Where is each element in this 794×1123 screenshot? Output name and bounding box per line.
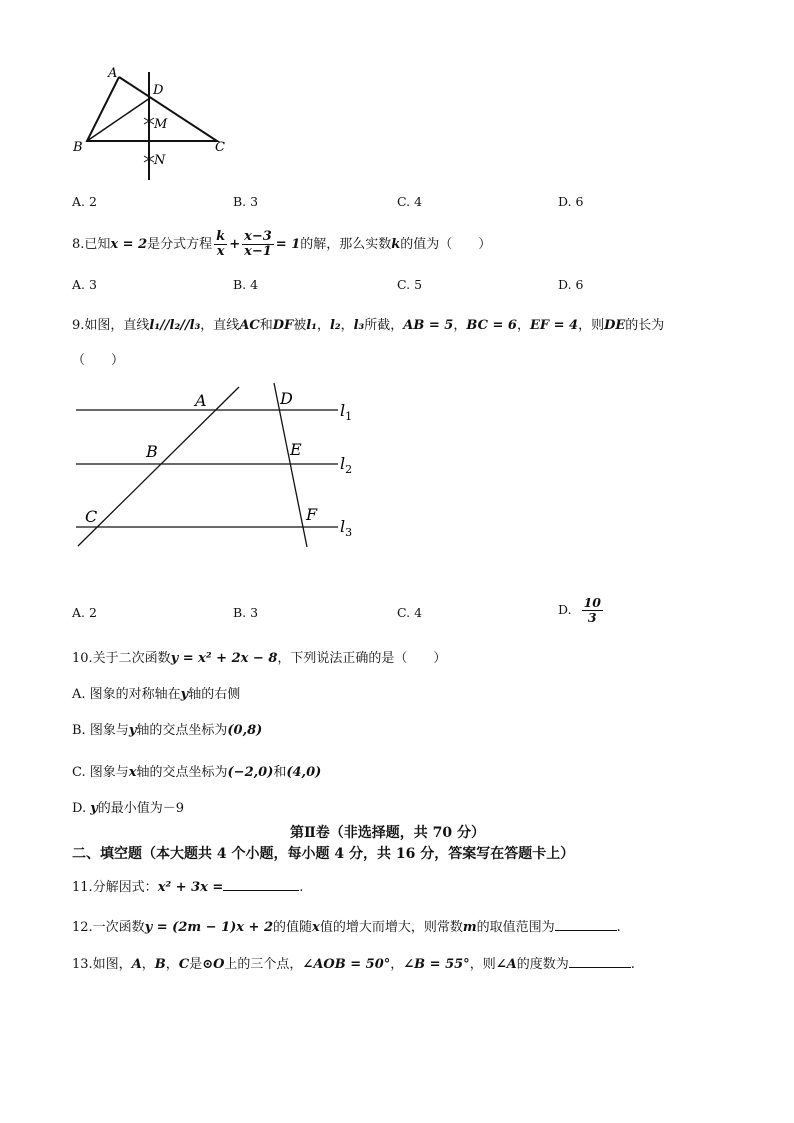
q9-optd-den: 3 — [587, 610, 597, 625]
q8-suffix2: 的值为（ ） — [400, 237, 492, 252]
q11-expression: x² + 3x = — [157, 880, 224, 895]
q8-option-a: A. 3 — [72, 277, 97, 292]
q8-fraction-1 — [214, 230, 227, 259]
line-ac — [78, 387, 239, 546]
q13-answer-blank[interactable] — [569, 955, 631, 968]
q9-question — [72, 314, 664, 333]
q9-l2: l₂ — [329, 318, 341, 333]
q9-text-5: 所截， — [364, 318, 404, 333]
q8-suffix: 的解，那么实数 — [300, 237, 392, 252]
q12-question — [72, 916, 621, 935]
q13-text-2: 是 — [189, 957, 203, 972]
q10-b-point: (0,8) — [227, 723, 263, 738]
q10-text-2: ，下列说法正确的是（ ） — [277, 651, 447, 666]
q7-triangle-figure — [70, 62, 240, 187]
q9-text-3: 和 — [259, 318, 273, 333]
q13-comma-2: ， — [165, 957, 179, 972]
label-f: F — [306, 505, 318, 524]
q9-line-ac: AC — [239, 318, 260, 333]
q13-point-b: B — [154, 957, 166, 972]
q12-text-3: 值的增大而增大，则常数 — [319, 920, 463, 935]
q12-end: . — [616, 920, 621, 935]
q13-comma-1: ， — [141, 957, 155, 972]
q9-de: DE — [604, 318, 626, 333]
label-a: A — [108, 66, 118, 81]
label-e: E — [290, 440, 302, 459]
q8-frac1-den: x — [216, 244, 225, 259]
q11-question — [72, 876, 303, 895]
q10-c-point-1: (−2,0) — [227, 765, 274, 780]
q8-fraction-2 — [242, 230, 274, 259]
q13-text-5: 的度数为 — [516, 957, 569, 972]
q10-a-var: y — [180, 687, 189, 702]
label-d: D — [280, 389, 293, 408]
q9-line-df: DF — [272, 318, 294, 333]
q9-option-d — [558, 596, 605, 625]
q7-option-d: D. 6 — [558, 194, 584, 209]
q7-option-c: C. 4 — [397, 194, 423, 209]
q9-optd-num: 10 — [583, 595, 601, 610]
q8-condition: x = 2 — [110, 237, 148, 252]
q13-circle-o: ⊙O — [202, 957, 225, 972]
label-c: C — [215, 140, 225, 155]
q10-c-mid: 轴的交点坐标为 — [136, 765, 228, 780]
q10-c-pre: C. 图象与 — [72, 765, 129, 780]
q10-b-var: y — [128, 723, 137, 738]
q12-var-m: m — [462, 920, 477, 935]
label-b: B — [73, 140, 83, 155]
q10-d-var: y — [90, 801, 98, 816]
q9-bc: BC = 6 — [466, 318, 517, 333]
q9-text-6: ，则 — [578, 318, 605, 333]
q9-parallel-lines: l₁//l₂//l₃ — [149, 318, 201, 333]
q12-text-1: 12.一次函数 — [72, 920, 145, 935]
q8-frac1-num: k — [216, 229, 226, 244]
q8-option-c: C. 5 — [397, 277, 423, 292]
q10-option-a — [72, 683, 240, 702]
q10-a-pre: A. 图象的对称轴在 — [72, 687, 181, 702]
q10-c-point-2: (4,0) — [286, 765, 322, 780]
q13-angle-a: ∠A — [495, 957, 517, 972]
q9-ef: EF = 4 — [529, 318, 579, 333]
q9-comma-4: ， — [516, 318, 530, 333]
q12-var-x: x — [312, 920, 320, 935]
q10-b-mid: 轴的交点坐标为 — [136, 723, 228, 738]
q7-option-a: A. 2 — [72, 194, 97, 209]
triangle-outline — [87, 77, 217, 141]
q10-c-var: x — [128, 765, 137, 780]
q12-answer-blank[interactable] — [555, 918, 617, 931]
q11-end: . — [299, 880, 304, 895]
label-d: D — [153, 83, 164, 98]
q9-l1: l₁ — [306, 318, 317, 333]
label-l3: $l_3$ — [340, 517, 353, 539]
q13-text-1: 13.如图， — [72, 957, 132, 972]
q9-comma-3: ， — [453, 318, 467, 333]
q8-plus: + — [229, 237, 241, 252]
q10-question — [72, 647, 446, 666]
q9-parallel-lines-figure — [70, 380, 370, 555]
label-b: B — [146, 442, 158, 461]
q9-text-4: 被 — [293, 318, 307, 333]
q8-var-k: k — [391, 237, 401, 252]
q13-question — [72, 953, 635, 972]
q9-option-d-label: D. — [558, 602, 572, 617]
q9-l3: l₃ — [353, 318, 365, 333]
q8-frac2-num: x−3 — [244, 229, 272, 244]
q10-option-c — [72, 761, 321, 780]
fill-in-heading: 二、填空题（本大题共 4 个小题，每小题 4 分，共 16 分，答案写在答题卡上） — [72, 846, 575, 862]
q13-angle-aob: ∠AOB = 50° — [302, 957, 391, 972]
q9-comma-1: ， — [316, 318, 330, 333]
q12-text-2: 的值随 — [273, 920, 313, 935]
q13-angle-b: ∠B = 55° — [403, 957, 470, 972]
label-l2: $l_2$ — [340, 454, 353, 476]
q9-option-b: B. 3 — [233, 605, 259, 620]
q8-frac2-den: x−1 — [244, 244, 272, 259]
q9-option-d-fraction — [582, 596, 603, 625]
label-m: M — [154, 117, 168, 132]
q9-option-a: A. 2 — [72, 605, 97, 620]
q13-text-3: 上的三个点， — [224, 957, 303, 972]
segment-bd — [87, 98, 150, 141]
q8-prefix: 8.已知 — [72, 237, 111, 252]
q8-question — [72, 230, 491, 259]
label-n: N — [154, 153, 166, 168]
q9-ab: AB = 5 — [403, 318, 454, 333]
q8-rhs: = 1 — [275, 237, 301, 252]
q10-b-pre: B. 图象与 — [72, 723, 129, 738]
q9-option-c: C. 4 — [397, 605, 423, 620]
q10-c-and: 和 — [273, 765, 287, 780]
q9-comma-2: ， — [340, 318, 354, 333]
label-a: A — [195, 391, 207, 410]
q12-function: y = (2m − 1)x + 2 — [144, 920, 274, 935]
q9-paren: （ ） — [72, 353, 125, 368]
q10-option-b — [72, 719, 262, 738]
q13-comma-3: ， — [390, 957, 404, 972]
q13-text-4: ，则 — [469, 957, 496, 972]
q11-answer-blank[interactable] — [223, 878, 299, 891]
q7-option-b: B. 3 — [233, 194, 259, 209]
q9-text-7: 的长为 — [625, 318, 665, 333]
part2-heading: 第Ⅱ卷（非选择题，共 70 分） — [290, 825, 486, 841]
q9-text-1: 9.如图，直线 — [72, 318, 150, 333]
q10-d-post: 的最小值为－9 — [97, 801, 185, 816]
q12-text-4: 的取值范围为 — [476, 920, 555, 935]
q10-text-1: 10.关于二次函数 — [72, 651, 171, 666]
q10-a-post: 轴的右侧 — [188, 687, 241, 702]
q8-option-d: D. 6 — [558, 277, 584, 292]
q13-point-c: C — [178, 957, 190, 972]
q10-d-pre: D. — [72, 801, 87, 816]
q11-text: 11.分解因式： — [72, 880, 158, 895]
q10-option-d — [72, 797, 184, 816]
q9-text-2: ，直线 — [200, 318, 240, 333]
label-c: C — [85, 507, 98, 526]
q13-end: . — [630, 957, 635, 972]
q8-option-b: B. 4 — [233, 277, 259, 292]
q13-point-a: A — [131, 957, 142, 972]
q10-function: y = x² + 2x − 8 — [170, 651, 278, 666]
q8-mid: 是分式方程 — [147, 237, 213, 252]
label-l1: $l_1$ — [340, 401, 353, 423]
